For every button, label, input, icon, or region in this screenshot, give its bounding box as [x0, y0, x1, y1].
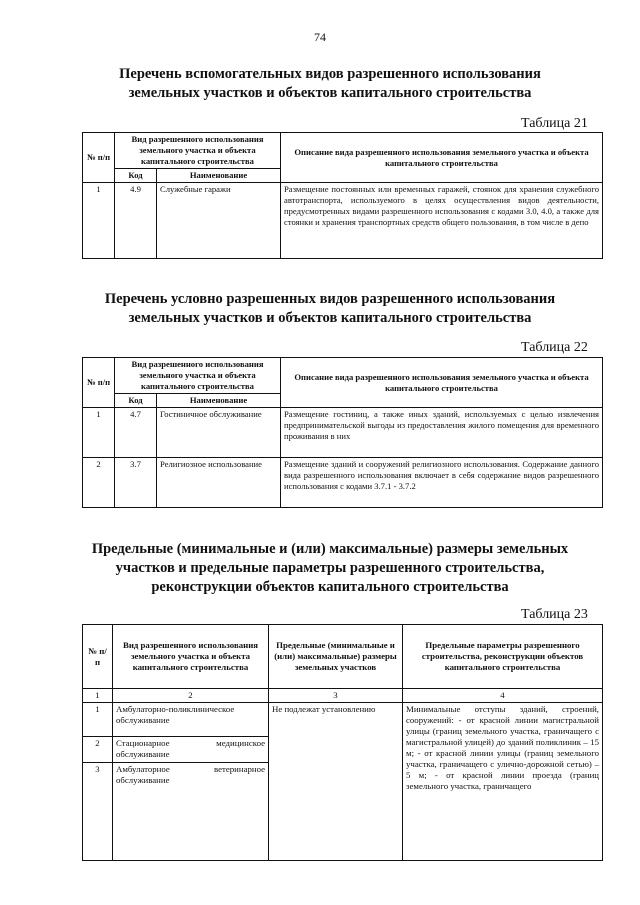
row-kind: Амбулаторное ветеринарное обслуживание: [113, 763, 269, 861]
row-desc: Размещение постоянных или временных гаражей, стоянок для хранения служебного автотранспорта, используемого в целях осуществления видов деятельности, предусмотренных видами разрешенного использования с кодами 3.0, 4.0, а также для стоянки и хранения транспортных средств общего пользования, в том числе в депо: [281, 183, 603, 259]
table-row: [83, 408, 603, 458]
row-no: 2: [83, 458, 115, 508]
column-number: 4: [403, 689, 603, 703]
params-cell: Минимальные отступы зданий, строений, сооружений: - от красной линии магистральной улицы (границ земельного участка, граничащего с магистральной улицей) до зданий поликлиник – 15 м; - от красной линии улицы (границ земельного участка, граничащего с улично-дорожной сетью) – 5 м; - от красной линии проезда (границ земельного участка, граничащего: [403, 703, 603, 861]
row-kind: Стационарное медицинское обслуживание: [113, 737, 269, 763]
section2-title-line1: Перечень условно разрешенных видов разрешенного использования: [104, 291, 556, 307]
table-21: [82, 132, 603, 259]
table21-caption: Таблица 21: [521, 116, 588, 131]
section1-title: [60, 65, 600, 103]
row-name: Служебные гаражи: [157, 183, 281, 259]
row-no: 2: [83, 737, 113, 763]
section3-title-line3: реконструкции объектов капитального строительства: [151, 579, 509, 595]
section2-title: [60, 290, 600, 328]
col-no-header: № п/п: [83, 133, 115, 183]
row-no: 3: [83, 763, 113, 861]
row-no: 1: [83, 408, 115, 458]
column-number: 3: [269, 689, 403, 703]
row-no: 1: [83, 183, 115, 259]
col-code-header: Код: [115, 394, 157, 408]
section3-title-line2: участков и предельные параметры разрешенного строительства,: [115, 560, 545, 576]
page-number: 74: [314, 30, 326, 44]
section1-title-line1: Перечень вспомогательных видов разрешенного использования: [119, 66, 541, 82]
col-code-header: Код: [115, 169, 157, 183]
section1-title-line2: земельных участков и объектов капитального строительства: [128, 85, 532, 101]
col-desc-header: Описание вида разрешенного использования земельного участка и объекта капитального строительства: [281, 133, 603, 183]
col-no-header: № п/п: [83, 625, 113, 689]
row-no: 1: [83, 703, 113, 737]
col-sizes-header: Предельные (минимальные и (или) максимальные) размеры земельных участков: [269, 625, 403, 689]
column-number: 2: [113, 689, 269, 703]
row-name: Религиозное использование: [157, 458, 281, 508]
row-code: 4.9: [115, 183, 157, 259]
sizes-cell: Не подлежат установлению: [269, 703, 403, 861]
row-code: 3.7: [115, 458, 157, 508]
col-params-header: Предельные параметры разрешенного строительства, реконструкции объектов капитального строительства: [403, 625, 603, 689]
col-group-header: Вид разрешенного использования земельного участка и объекта капитального строительства: [115, 133, 281, 169]
row-desc: Размещение зданий и сооружений религиозного использования. Содержание данного вида разрешенного использования включает в себя содержание видов разрешенного использования с кодами 3.7.1 - 3.7.2: [281, 458, 603, 508]
col-group-header: Вид разрешенного использования земельного участка и объекта капитального строительства: [115, 358, 281, 394]
table-row: [83, 703, 603, 737]
row-name: Гостиничное обслуживание: [157, 408, 281, 458]
column-number: 1: [83, 689, 113, 703]
section2-title-line2: земельных участков и объектов капитального строительства: [128, 310, 532, 326]
row-kind: Амбулаторно-поликлиническое обслуживание: [113, 703, 269, 737]
col-kind-header: Вид разрешенного использования земельного участка и объекта капитального строительства: [113, 625, 269, 689]
col-name-header: Наименование: [157, 394, 281, 408]
col-no-header: № п/п: [83, 358, 115, 408]
table-22: [82, 357, 603, 508]
section3-title-line1: Предельные (минимальные и (или) максимальные) размеры земельных: [91, 541, 569, 557]
table-row: [83, 183, 603, 259]
row-desc: Размещение гостиниц, а также иных зданий, используемых с целью извлечения предпринимательской выгоды из предоставления жилого помещения для временного проживания в них: [281, 408, 603, 458]
table-row: [83, 458, 603, 508]
row-code: 4.7: [115, 408, 157, 458]
section3-title: [60, 540, 600, 597]
col-name-header: Наименование: [157, 169, 281, 183]
table-23: [82, 624, 603, 861]
col-desc-header: Описание вида разрешенного использования земельного участка и объекта капитального строительства: [281, 358, 603, 408]
table22-caption: Таблица 22: [521, 340, 588, 355]
table23-caption: Таблица 23: [521, 607, 588, 622]
